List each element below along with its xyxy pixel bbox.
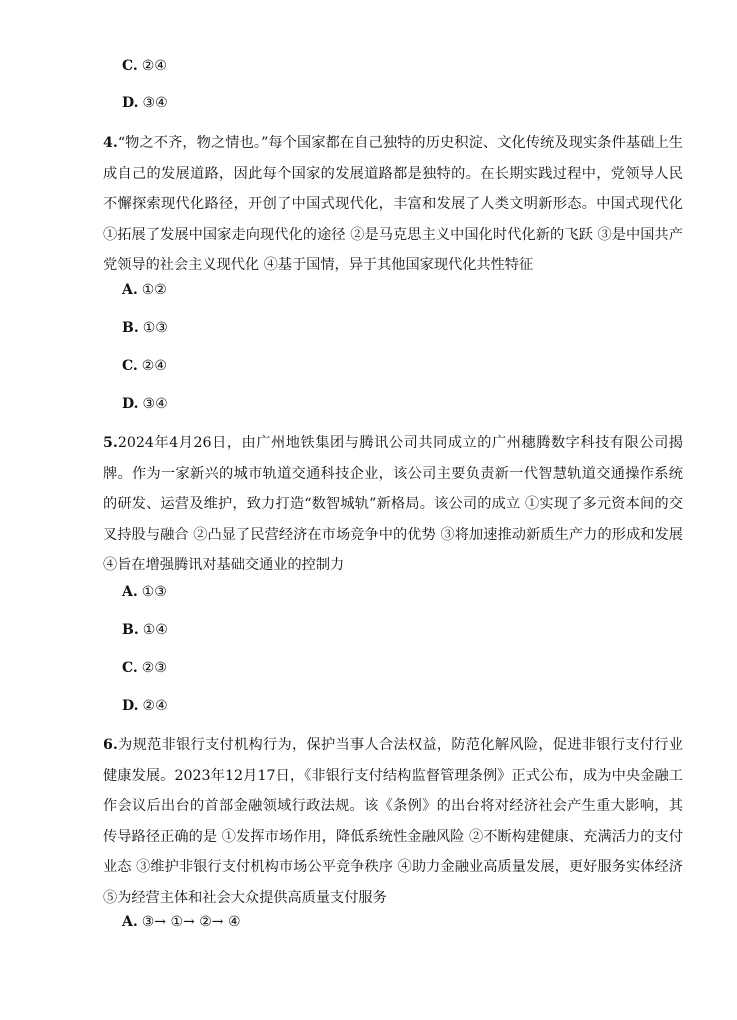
option-c (122, 56, 167, 76)
q4-option-d (122, 394, 168, 414)
option-letter: D. (122, 95, 139, 111)
option-letter: A. (122, 914, 138, 930)
question-text: “物之不齐，物之情也。”每个国家都在自己独特的历史积淀、文化传统及现实条件基础上生成自己的发展道路，因此每个国家的发展道路都是独特的。在长期实践过程中，党领导人民不懈探索现代化路径，开创了中国式现代化，丰富和发展了人类文明新形态。中国式现代化 ①拓展了发展中国家走向现代化的途径 ②是马克思主义中国化时代化新的飞跃 ③是中国共产党领导的社会主义现代化 ④基于国情，异于其他国家现代化共性特征 (103, 135, 683, 273)
question-4-stem (103, 128, 683, 281)
q5-option-a (122, 582, 167, 602)
option-letter: C. (122, 660, 138, 676)
option-letter: B. (122, 622, 139, 638)
option-text: ①② (141, 282, 167, 298)
option-letter: C. (122, 358, 138, 374)
q6-option-a (122, 912, 241, 932)
option-text: ②④ (141, 358, 167, 374)
option-text: ①③ (142, 320, 168, 336)
option-d (122, 93, 168, 113)
option-letter: C. (122, 58, 138, 74)
q5-option-d (122, 696, 168, 716)
question-number: 6. (103, 737, 118, 753)
question-number: 4. (103, 135, 118, 151)
option-text: ②④ (142, 698, 168, 714)
q4-option-a (122, 280, 167, 300)
option-letter: A. (122, 282, 138, 298)
option-text: ①③ (141, 584, 167, 600)
option-text: ②④ (141, 58, 167, 74)
q4-option-b (122, 318, 168, 338)
option-letter: B. (122, 320, 139, 336)
option-text: ③→ ①→ ②→ ④ (141, 914, 241, 930)
option-text: ②③ (141, 660, 167, 676)
question-text: 2024年4月26日，由广州地铁集团与腾讯公司共同成立的广州穗腾数字科技有限公司揭牌。作为一家新兴的城市轨道交通科技企业，该公司主要负责新一代智慧轨道交通操作系统的研发、运营及维护，致力打造“数智城轨”新格局。该公司的成立 ①实现了多元资本间的交叉持股与融合 ②凸显了民营经济在市场竞争中的优势 ③将加速推动新质生产力的形成和发展 ④旨在增强腾讯对基础交通业的控制力 (103, 435, 683, 573)
option-text: ①④ (142, 622, 168, 638)
q4-option-c (122, 356, 167, 376)
question-text: 为规范非银行支付机构行为，保护当事人合法权益，防范化解风险，促进非银行支付行业健康发展。2023年12月17日，《非银行支付结构监督管理条例》正式公布，成为中央金融工作会议后出台的首部金融领域行政法规。该《条例》的出台将对经济社会产生重大影响，其传导路径正确的是 ①发挥市场作用，降低系统性金融风险 ②不断构建健康、充满活力的支付业态 ③维护非银行支付机构市场公平竞争秩序 ④助力金融业高质量发展，更好服务实体经济 ⑤为经营主体和社会大众提供高质量支付服务 (103, 737, 683, 906)
option-letter: D. (122, 396, 139, 412)
option-letter: D. (122, 698, 139, 714)
option-text: ③④ (142, 95, 168, 111)
q5-option-c (122, 658, 167, 678)
option-letter: A. (122, 584, 138, 600)
question-number: 5. (103, 435, 118, 451)
question-6-stem (103, 730, 683, 913)
option-text: ③④ (142, 396, 168, 412)
question-5-stem (103, 428, 683, 581)
q5-option-b (122, 620, 168, 640)
